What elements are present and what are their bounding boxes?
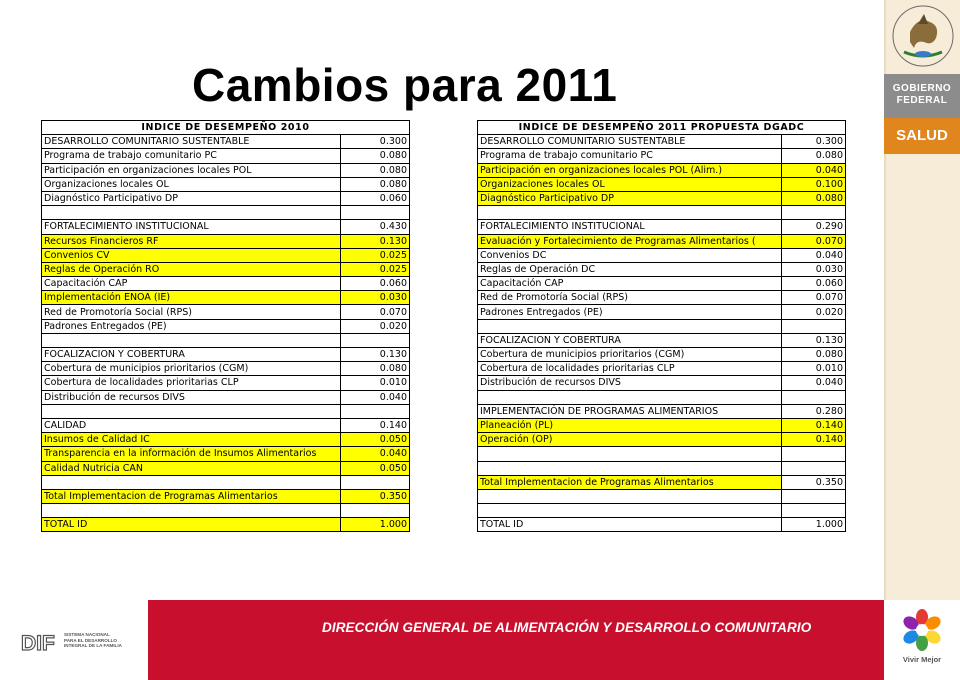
indice-2011-row [478, 475, 846, 489]
indice-2011-row [478, 418, 846, 432]
indice-2010-row-label: Reglas de Operación RO [42, 262, 341, 276]
mexican-eagle-seal-icon [890, 2, 956, 70]
indice-2010-row-label: Diagnóstico Participativo DP [42, 191, 341, 205]
indice-2011-row [478, 149, 846, 163]
indice-2011-row-value: 0.140 [782, 433, 846, 447]
indice-2011-row-label [478, 390, 782, 404]
indice-2010-row [42, 248, 410, 262]
indice-2010-row-label: FOCALIZACION Y COBERTURA [42, 348, 341, 362]
indice-2011-row-value: 0.280 [782, 404, 846, 418]
indice-2010-row-label [42, 206, 341, 220]
indice-2011-row-value [782, 447, 846, 461]
indice-2011-row [478, 447, 846, 461]
vivir-mejor-flower-icon [900, 608, 944, 652]
indice-2010-row-label [42, 404, 341, 418]
indice-2010-row-label: Recursos Financieros RF [42, 234, 341, 248]
indice-2011-header: INDICE DE DESEMPEÑO 2011 PROPUESTA DGADC [478, 121, 846, 135]
indice-2011-row-value: 0.080 [782, 149, 846, 163]
indice-2010-row [42, 404, 410, 418]
indice-2010-row [42, 163, 410, 177]
indice-2010-row-value: 0.080 [341, 362, 410, 376]
indice-2011-row-value: 0.010 [782, 362, 846, 376]
indice-2010-row-value: 0.140 [341, 418, 410, 432]
indice-2011-row-value: 0.290 [782, 220, 846, 234]
indice-2011-row-label: Total Implementacion de Programas Alimentarios [478, 475, 782, 489]
indice-2010-row [42, 191, 410, 205]
indice-2010-row [42, 390, 410, 404]
indice-2010-row-value: 0.080 [341, 177, 410, 191]
indice-2010-row-label: FORTALECIMIENTO INSTITUCIONAL [42, 220, 341, 234]
indice-2010-row-label: Calidad Nutricia CAN [42, 461, 341, 475]
indice-2011-row [478, 433, 846, 447]
indice-2010-row-value: 0.025 [341, 262, 410, 276]
indice-2011-row [478, 135, 846, 149]
gobierno-federal-badge [884, 74, 960, 118]
indice-2011-row-label: Cobertura de localidades prioritarias CLP [478, 362, 782, 376]
indice-2011-row-label: Convenios DC [478, 248, 782, 262]
indice-2011-row-value: 1.000 [782, 518, 846, 532]
indice-2010-row-value: 0.350 [341, 489, 410, 503]
indice-2010-row-label: TOTAL ID [42, 518, 341, 532]
indice-2010-row [42, 376, 410, 390]
indice-2010-row [42, 418, 410, 432]
indice-2011-row [478, 206, 846, 220]
indice-2011-row-label [478, 461, 782, 475]
indice-2010-row [42, 348, 410, 362]
footer-bar [148, 600, 884, 680]
indice-2011-row [478, 163, 846, 177]
indice-2011-row-value [782, 504, 846, 518]
indice-2010-row-label: Total Implementacion de Programas Alimentarios [42, 489, 341, 503]
indice-2010-row-value: 0.040 [341, 390, 410, 404]
indice-2010-row-label: Participación en organizaciones locales POL [42, 163, 341, 177]
indice-2011-row [478, 518, 846, 532]
indice-2010-body [42, 121, 410, 532]
indice-2010-row-value: 0.080 [341, 149, 410, 163]
indice-2011-row-label: Participación en organizaciones locales POL (Alim.) [478, 163, 782, 177]
indice-2010-row-value: 0.080 [341, 163, 410, 177]
indice-2011-row-label [478, 504, 782, 518]
indice-2011-row-label: Capacitación CAP [478, 277, 782, 291]
indice-2011-row-label: Operación (OP) [478, 433, 782, 447]
indice-2010-row-label: Implementación ENOA (IE) [42, 291, 341, 305]
indice-2010-header: INDICE DE DESEMPEÑO 2010 [42, 121, 410, 135]
indice-2011-row-value [782, 489, 846, 503]
indice-2011-row [478, 277, 846, 291]
dif-line-3: INTEGRAL DE LA FAMILIA [64, 643, 122, 649]
indice-2011-row [478, 333, 846, 347]
indice-2010-row-label: Convenios CV [42, 248, 341, 262]
indice-2011-row [478, 291, 846, 305]
footer-title: DIRECCIÓN GENERAL DE ALIMENTACIÓN Y DESARROLLO COMUNITARIO [322, 620, 812, 635]
indice-2010-row-value [341, 504, 410, 518]
indice-2010-row-value: 0.040 [341, 447, 410, 461]
indice-2010-row-label: Cobertura de localidades prioritarias CLP [42, 376, 341, 390]
indice-2011-row [478, 489, 846, 503]
indice-2010-row-value [341, 206, 410, 220]
indice-2010-row-label: Insumos de Calidad IC [42, 433, 341, 447]
indice-2010-row [42, 291, 410, 305]
indice-2010-row [42, 475, 410, 489]
indice-2010-row-label [42, 475, 341, 489]
indice-2010-row-value: 0.130 [341, 348, 410, 362]
indice-2011-row [478, 248, 846, 262]
indice-2010-row-value: 0.060 [341, 191, 410, 205]
indice-2011-row-label: Padrones Entregados (PE) [478, 305, 782, 319]
indice-2011-row [478, 504, 846, 518]
indice-2010-row-label: CALIDAD [42, 418, 341, 432]
indice-2011-row-label: FOCALIZACION Y COBERTURA [478, 333, 782, 347]
indice-2011-row-label: Distribución de recursos DIVS [478, 376, 782, 390]
indice-2011-row-label [478, 319, 782, 333]
indice-2010-row-value: 0.030 [341, 291, 410, 305]
indice-2011-row-label: Organizaciones locales OL [478, 177, 782, 191]
indice-2011-row [478, 461, 846, 475]
indice-2010-row [42, 433, 410, 447]
indice-2010-row-value [341, 404, 410, 418]
indice-2011-row-value: 0.350 [782, 475, 846, 489]
indice-2011-row-value: 0.070 [782, 291, 846, 305]
indice-2010-row [42, 135, 410, 149]
indice-2011-row-label [478, 489, 782, 503]
indice-2011-row-label: Cobertura de municipios prioritarios (CGM) [478, 348, 782, 362]
indice-2010-row-label: Organizaciones locales OL [42, 177, 341, 191]
indice-2011-row [478, 262, 846, 276]
indice-2011-row [478, 348, 846, 362]
indice-2010-row [42, 305, 410, 319]
indice-2010-row [42, 504, 410, 518]
indice-2010-row [42, 461, 410, 475]
indice-2010-row-value: 1.000 [341, 518, 410, 532]
indice-2010-row-label [42, 333, 341, 347]
indice-2010-row-label: Programa de trabajo comunitario PC [42, 149, 341, 163]
indice-2010-row [42, 333, 410, 347]
indice-2011-row-label: FORTALECIMIENTO INSTITUCIONAL [478, 220, 782, 234]
indice-2011-row [478, 220, 846, 234]
indice-2011-row-label: Red de Promotoría Social (RPS) [478, 291, 782, 305]
indice-2011-row-value [782, 461, 846, 475]
dif-logo-icon [20, 630, 60, 654]
indice-2011-row-label: IMPLEMENTACIÓN DE PROGRAMAS ALIMENTARIOS [478, 404, 782, 418]
indice-2011-row [478, 177, 846, 191]
indice-2011-row-value: 0.040 [782, 248, 846, 262]
indice-2011-row [478, 319, 846, 333]
indice-2010-row-value: 0.050 [341, 433, 410, 447]
indice-2010-row-value: 0.020 [341, 319, 410, 333]
indice-2010-row [42, 277, 410, 291]
indice-2011-row-value: 0.100 [782, 177, 846, 191]
indice-2011-row-value: 0.040 [782, 163, 846, 177]
indice-2011-row [478, 305, 846, 319]
vivir-mejor-label: Vivir Mejor [902, 655, 942, 664]
indice-2010-row [42, 234, 410, 248]
indice-2011-row-value: 0.030 [782, 262, 846, 276]
indice-2010-row-label [42, 504, 341, 518]
indice-2011-row-value [782, 319, 846, 333]
gobierno-line-2: FEDERAL [896, 95, 948, 106]
indice-2010-row-value [341, 333, 410, 347]
indice-2011-row [478, 362, 846, 376]
indice-2010-row-value: 0.130 [341, 234, 410, 248]
indice-2011-row [478, 191, 846, 205]
indice-2010-row-label: Capacitación CAP [42, 277, 341, 291]
indice-2010-row-value: 0.430 [341, 220, 410, 234]
indice-2010-row-label: Padrones Entregados (PE) [42, 319, 341, 333]
indice-2011-row-label: DESARROLLO COMUNITARIO SUSTENTABLE [478, 135, 782, 149]
indice-2010-row-value: 0.300 [341, 135, 410, 149]
indice-2011-row-value: 0.040 [782, 376, 846, 390]
indice-2010-row [42, 362, 410, 376]
indice-2011-row-label: Programa de trabajo comunitario PC [478, 149, 782, 163]
indice-2011-row-value: 0.080 [782, 348, 846, 362]
indice-2011-row-label [478, 206, 782, 220]
indice-2011-row-value: 0.130 [782, 333, 846, 347]
indice-2010-row [42, 447, 410, 461]
indice-2011-row-label: Evaluación y Fortalecimiento de Programas Alimentarios ( [478, 234, 782, 248]
indice-2010-row-label: DESARROLLO COMUNITARIO SUSTENTABLE [42, 135, 341, 149]
indice-2010-row [42, 489, 410, 503]
indice-2011-row [478, 234, 846, 248]
indice-2011-row-value: 0.020 [782, 305, 846, 319]
indice-2011-row-value: 0.300 [782, 135, 846, 149]
indice-2011-row [478, 376, 846, 390]
indice-2011-row-value [782, 390, 846, 404]
dif-line-2: PARA EL DESARROLLO [64, 637, 118, 643]
indice-2011-row-value: 0.140 [782, 418, 846, 432]
indice-2011-table [477, 120, 846, 532]
indice-2010-row-value: 0.050 [341, 461, 410, 475]
indice-2010-row [42, 206, 410, 220]
indice-2010-row-label: Distribución de recursos DIVS [42, 390, 341, 404]
indice-2010-row [42, 319, 410, 333]
indice-2010-row-value: 0.070 [341, 305, 410, 319]
indice-2011-row-label: Diagnóstico Participativo DP [478, 191, 782, 205]
indice-2011-row-label [478, 447, 782, 461]
indice-2010-row-label: Transparencia en la información de Insumos Alimentarios [42, 447, 341, 461]
dif-line-1: SISTEMA NACIONAL [64, 632, 110, 637]
salud-badge: SALUD [884, 118, 960, 154]
indice-2011-row-value: 0.060 [782, 277, 846, 291]
indice-2010-table [41, 120, 410, 532]
indice-2011-row-label: Reglas de Operación DC [478, 262, 782, 276]
indice-2010-row [42, 177, 410, 191]
indice-2010-row [42, 149, 410, 163]
indice-2011-row [478, 390, 846, 404]
indice-2011-row [478, 404, 846, 418]
indice-2011-row-value: 0.070 [782, 234, 846, 248]
indice-2011-row-value: 0.080 [782, 191, 846, 205]
indice-2011-row-label: Planeación (PL) [478, 418, 782, 432]
indice-2010-row [42, 518, 410, 532]
indice-2010-row [42, 220, 410, 234]
indice-2010-row-value [341, 475, 410, 489]
indice-2010-row-label: Red de Promotoría Social (RPS) [42, 305, 341, 319]
slide-title: Cambios para 2011 [192, 59, 618, 111]
indice-2011-row-value [782, 206, 846, 220]
indice-2011-row-label: TOTAL ID [478, 518, 782, 532]
gobierno-line-1: GOBIERNO [892, 83, 952, 94]
indice-2010-row-label: Cobertura de municipios prioritarios (CGM) [42, 362, 341, 376]
dif-caption [64, 632, 122, 649]
indice-2010-row-value: 0.025 [341, 248, 410, 262]
indice-2010-row [42, 262, 410, 276]
indice-2010-row-value: 0.010 [341, 376, 410, 390]
indice-2010-row-value: 0.060 [341, 277, 410, 291]
svg-text:DIF: DIF [21, 632, 55, 654]
indice-2011-body [478, 121, 846, 532]
